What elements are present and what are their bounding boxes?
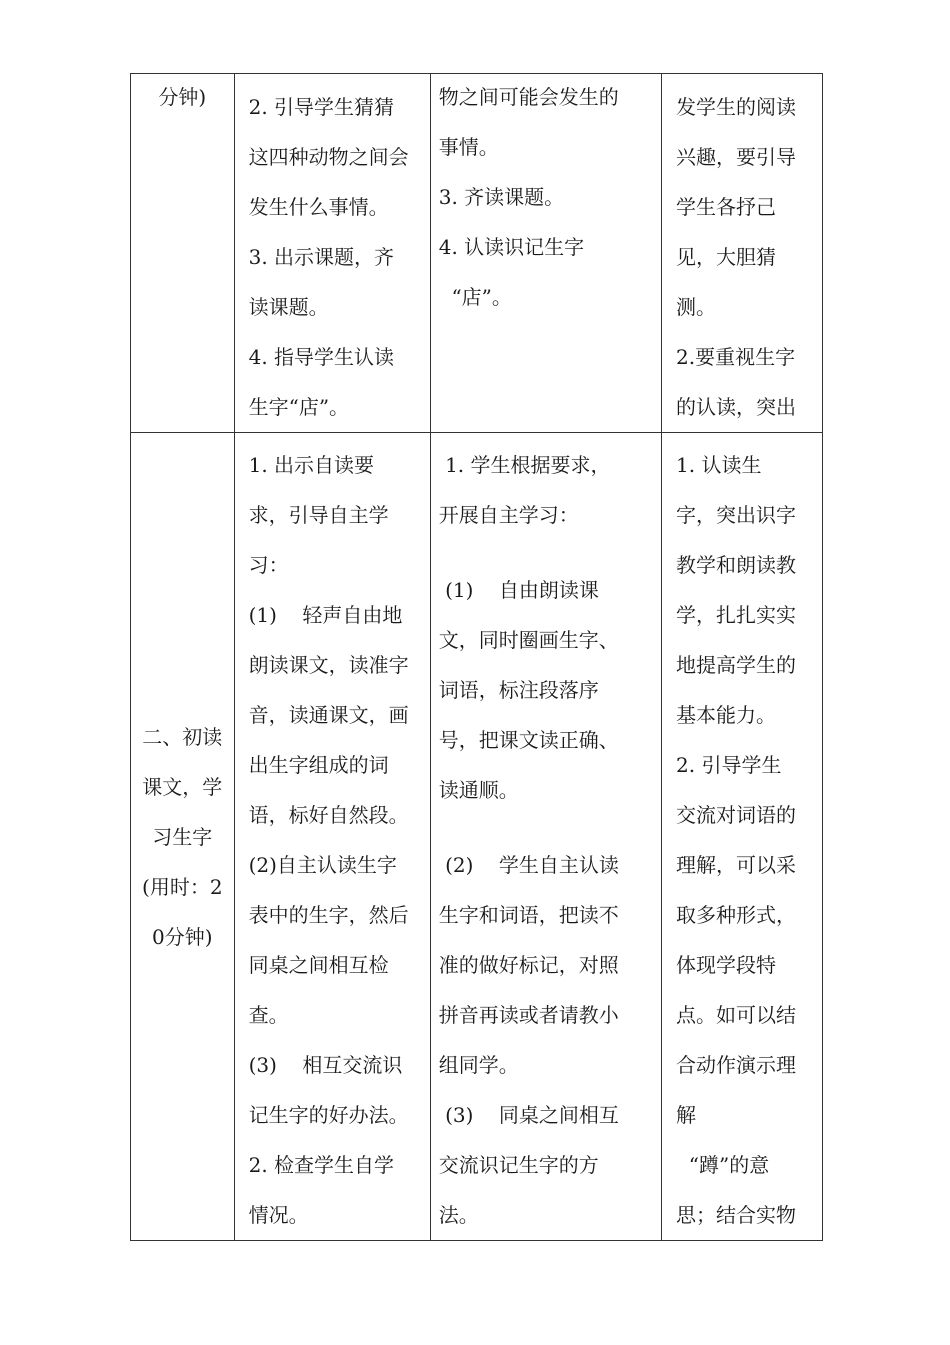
text-line: “蹲”的意 — [676, 1153, 770, 1177]
text-line: 交流识记生字的方 — [438, 1153, 599, 1177]
text-line: 读课题。 — [248, 295, 329, 319]
teacher-activity-cell — [234, 433, 430, 1241]
text-line: 取多种形式， — [676, 903, 797, 927]
text-line: 朗读课文，读准字 — [248, 653, 409, 677]
text-line: 课文，学 — [142, 774, 223, 799]
text-line: 音，读通课文，画 — [248, 703, 409, 727]
teacher-activity-cell — [234, 74, 430, 433]
text-line: 开展自主学习： — [438, 503, 579, 527]
text-line: 2. 引导学生 — [676, 753, 782, 777]
text-line: 发生什么事情。 — [248, 195, 389, 219]
text-line: 1. 认读生 — [676, 453, 762, 477]
text-line: 法。 — [438, 1203, 479, 1227]
text-line: 发学生的阅读 — [676, 95, 797, 119]
text-line: 事情。 — [438, 135, 499, 159]
text-line: (1) 自由朗读课 — [438, 578, 599, 602]
text-line: 词语，标注段落序 — [438, 678, 599, 702]
student-activity-cell — [430, 74, 661, 433]
text-line: 0分钟) — [152, 924, 213, 949]
text-line: 2. 检查学生自学 — [248, 1153, 395, 1177]
table-row — [131, 74, 823, 433]
text-line: 这四种动物之间会 — [248, 145, 409, 169]
text-line: (3) 同桌之间相互 — [438, 1103, 619, 1127]
text-line: 2.要重视生字 — [676, 345, 796, 369]
text-line: 记生字的好办法。 — [248, 1103, 409, 1127]
text-line: 测。 — [676, 295, 717, 319]
text-line: 1. 学生根据要求， — [438, 453, 611, 477]
design-intent-cell — [662, 433, 823, 1241]
text-line: 解 — [676, 1103, 697, 1127]
text-line: 的认读，突出 — [676, 395, 797, 419]
text-line: 兴趣，要引导 — [676, 145, 797, 169]
text-line: 表中的生字，然后 — [248, 903, 409, 927]
text-line: 交流对词语的 — [676, 803, 797, 827]
student-activity-cell — [430, 433, 661, 1241]
text-line: 点。如可以结 — [676, 1003, 797, 1027]
text-line: 号，把课文读正确、 — [438, 728, 619, 752]
text-line: 理解，可以采 — [676, 853, 797, 877]
text-line: 体现学段特 — [676, 953, 777, 977]
text-line: 出生字组成的词 — [248, 753, 389, 777]
text-line: 生字“店”。 — [248, 395, 350, 419]
text-line: (2) 学生自主认读 — [438, 853, 619, 877]
text-line: 分钟) — [158, 85, 207, 109]
text-line: 生字和词语，把读不 — [438, 903, 619, 927]
text-line: 2. 引导学生猜猜 — [248, 95, 395, 119]
text-line: 准的做好标记，对照 — [438, 953, 619, 977]
text-line: 学生各抒己 — [676, 195, 777, 219]
text-line: 拼音再读或者请教小 — [438, 1003, 619, 1027]
text-line: 3. 出示课题，齐 — [248, 245, 395, 269]
text-line: 二、初读 — [142, 724, 223, 749]
text-line: 文，同时圈画生字、 — [438, 628, 619, 652]
stage-cell — [131, 74, 235, 433]
text-line: (用时：2 — [142, 874, 223, 899]
text-line: 思；结合实物 — [676, 1203, 797, 1227]
table-row — [131, 433, 823, 1241]
text-line: 组同学。 — [438, 1053, 519, 1077]
text-line: 语，标好自然段。 — [248, 803, 409, 827]
text-line: 见，大胆猜 — [676, 245, 777, 269]
text-line: 习生字 — [152, 824, 213, 849]
text-line: 查。 — [248, 1003, 289, 1027]
text-line: 4. 指导学生认读 — [248, 345, 395, 369]
text-line: 4. 认读识记生字 — [438, 235, 585, 259]
lesson-plan-table — [130, 73, 823, 1241]
text-line: 教学和朗读教 — [676, 553, 797, 577]
text-line: 字，突出识字 — [676, 503, 797, 527]
text-line: (2)自主认读生字 — [248, 853, 397, 877]
text-line: 学，扎扎实实 — [676, 603, 797, 627]
text-line: 基本能力。 — [676, 703, 777, 727]
text-line: 物之间可能会发生的 — [438, 85, 619, 109]
text-line: 读通顺。 — [438, 778, 519, 802]
text-line: 习： — [248, 553, 289, 577]
text-line: 1. 出示自读要 — [248, 453, 375, 477]
text-line: (3) 相互交流识 — [248, 1053, 403, 1077]
text-line: 地提高学生的 — [676, 653, 797, 677]
text-line: 情况。 — [248, 1203, 309, 1227]
design-intent-cell — [662, 74, 823, 433]
text-line: (1) 轻声自由地 — [248, 603, 403, 627]
text-line: 同桌之间相互检 — [248, 953, 389, 977]
text-line: “店”。 — [438, 285, 512, 309]
text-line: 合动作演示理 — [676, 1053, 797, 1077]
stage-cell — [131, 433, 235, 1241]
text-line: 3. 齐读课题。 — [438, 185, 565, 209]
text-line: 求，引导自主学 — [248, 503, 389, 527]
